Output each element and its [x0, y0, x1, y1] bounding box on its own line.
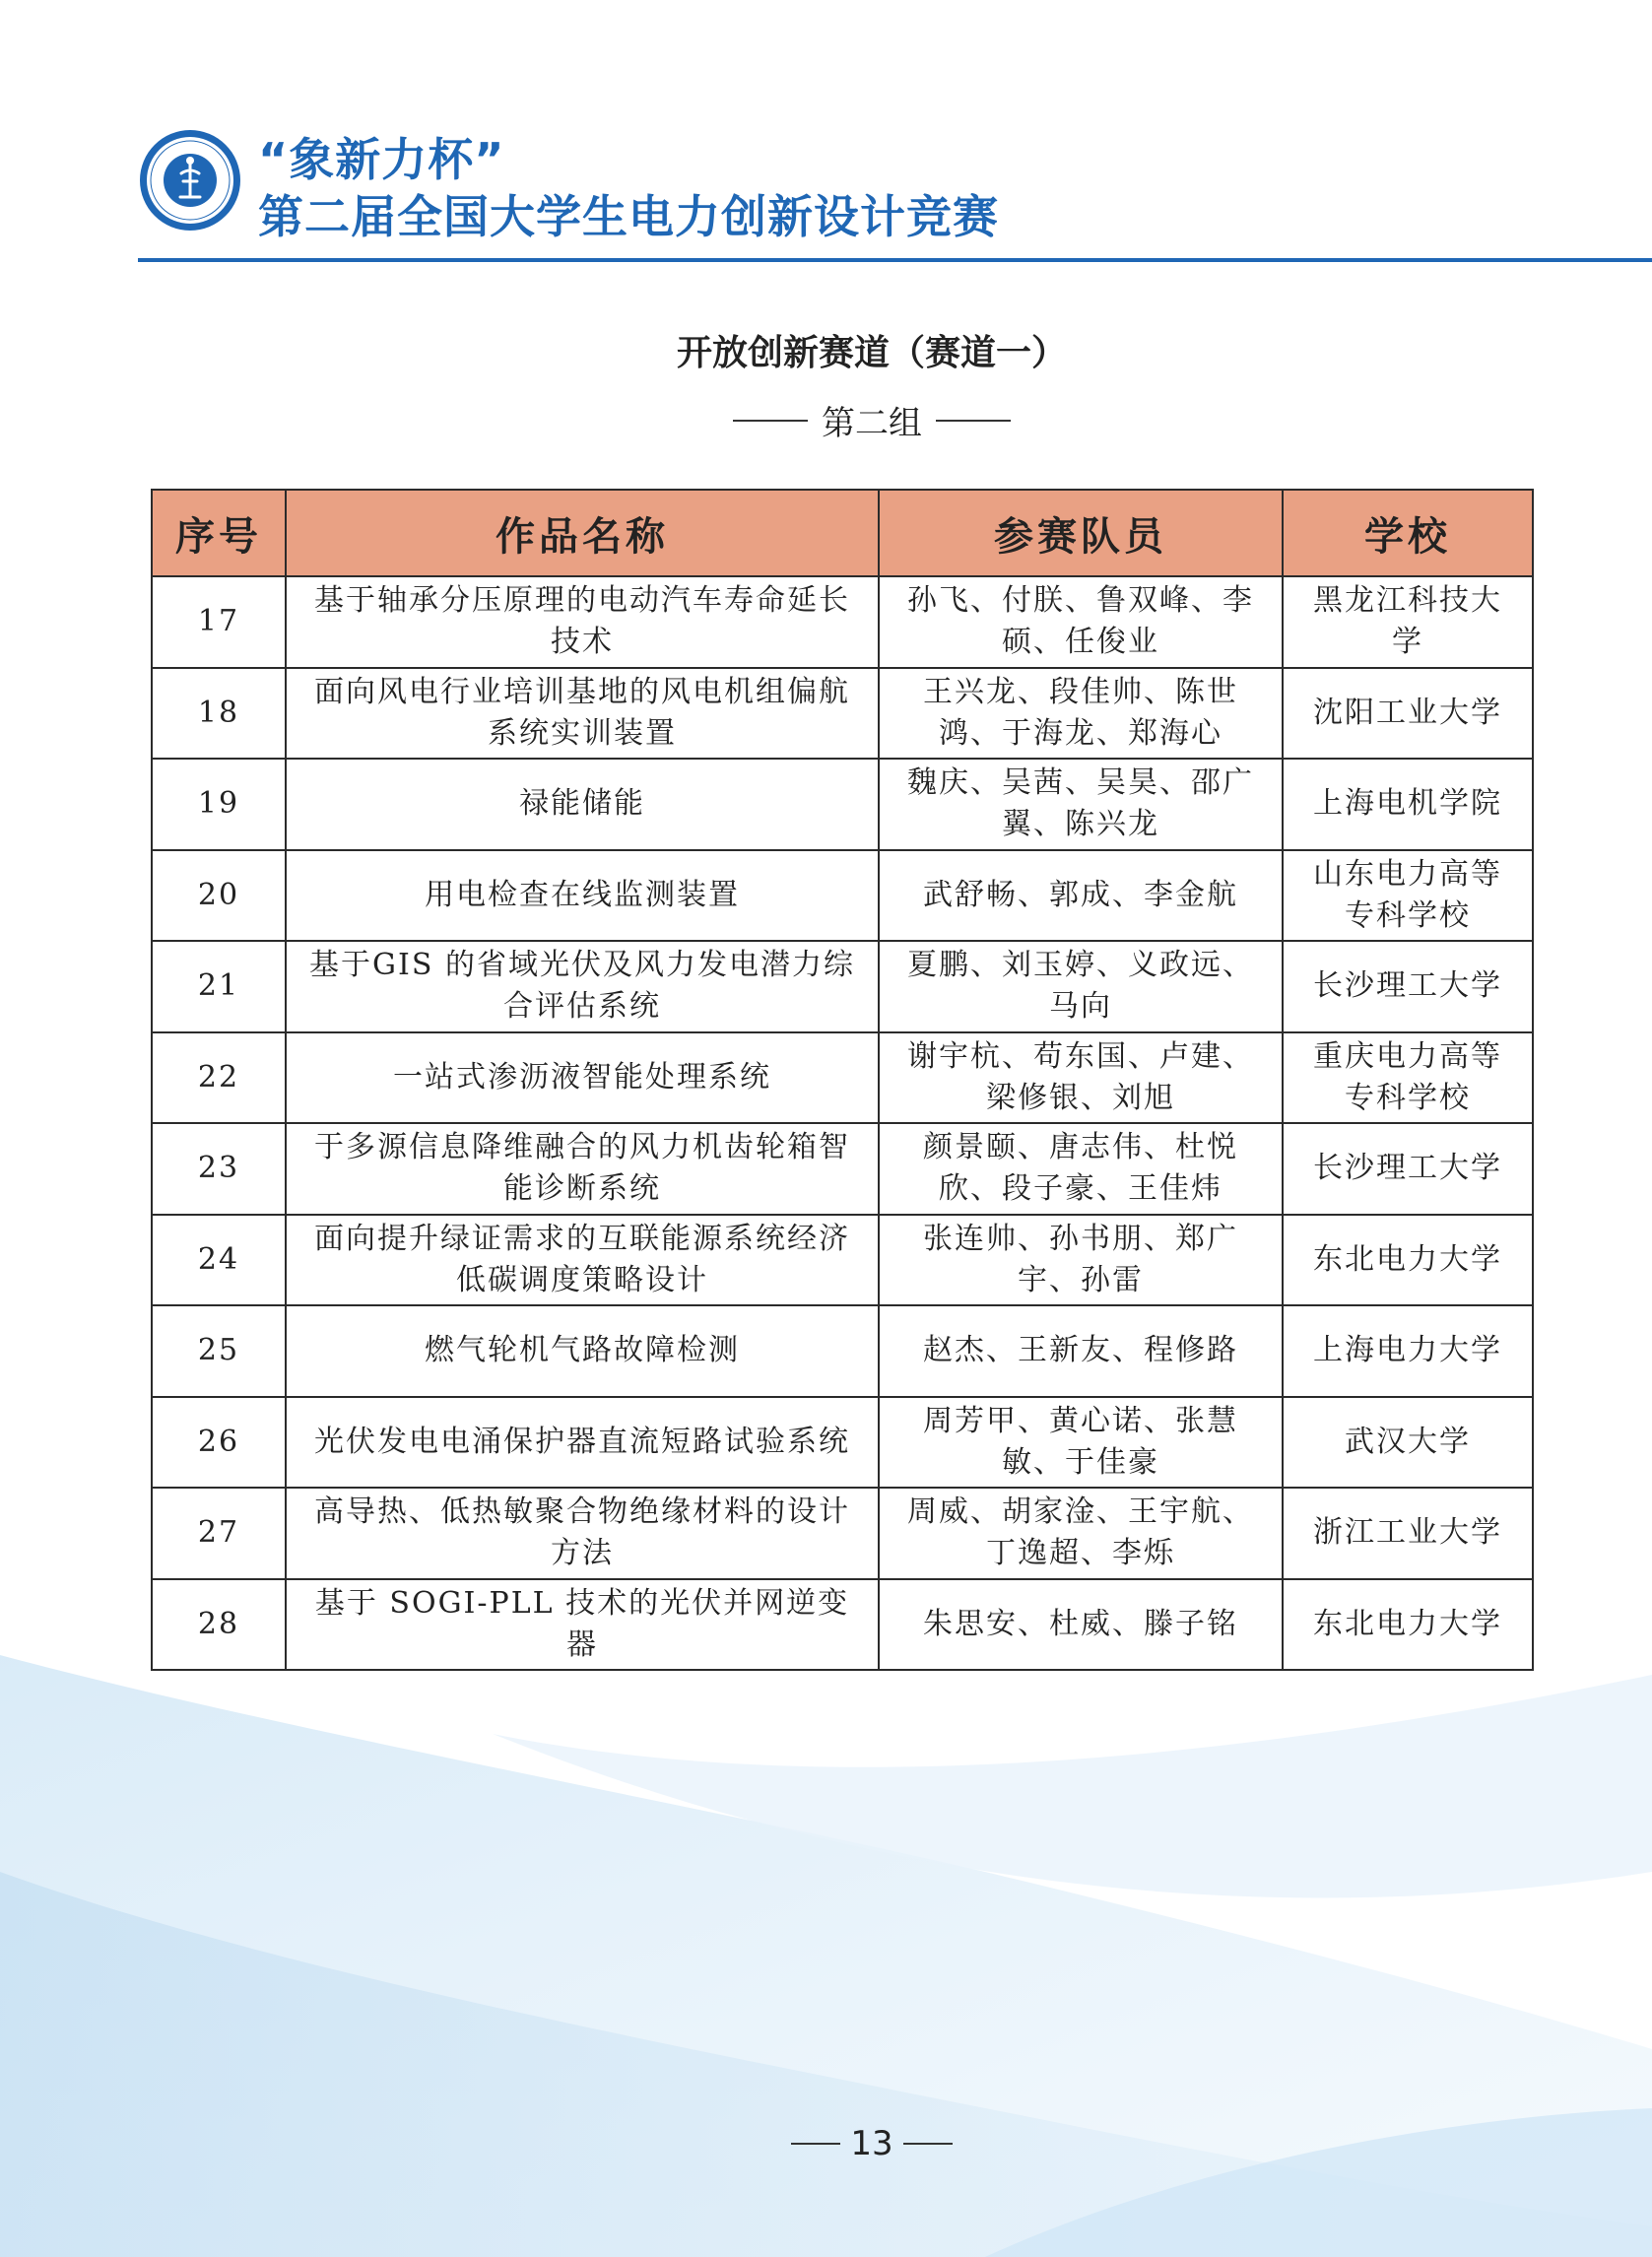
table-row	[152, 850, 1533, 942]
cell-number: 21	[152, 941, 286, 1032]
table-row	[152, 668, 1533, 760]
cell-work-name: 光伏发电电涌保护器直流短路试验系统	[286, 1397, 879, 1489]
cell-number: 28	[152, 1579, 286, 1671]
cell-number: 25	[152, 1305, 286, 1397]
cell-work-name: 用电检查在线监测装置	[286, 850, 879, 942]
cell-school: 上海电机学院	[1283, 759, 1533, 850]
table-row	[152, 759, 1533, 850]
cell-work-name: 面向提升绿证需求的互联能源系统经济低碳调度策略设计	[286, 1215, 879, 1306]
cell-number: 18	[152, 668, 286, 760]
cell-school: 重庆电力高等专科学校	[1283, 1032, 1533, 1124]
cell-team-members: 颜景颐、唐志伟、杜悦欣、段子豪、王佳炜	[879, 1123, 1283, 1215]
cell-school: 浙江工业大学	[1283, 1488, 1533, 1579]
cell-team-members: 朱思安、杜威、滕子铭	[879, 1579, 1283, 1671]
cell-number: 23	[152, 1123, 286, 1215]
header-work-name: 作品名称	[286, 490, 879, 576]
cell-school: 上海电力大学	[1283, 1305, 1533, 1397]
cell-number: 22	[152, 1032, 286, 1124]
cell-team-members: 武舒畅、郭成、李金航	[879, 850, 1283, 942]
table-row	[152, 576, 1533, 668]
cell-work-name: 基于 SOGI-PLL 技术的光伏并网逆变器	[286, 1579, 879, 1671]
cell-team-members: 周威、胡家淦、王宇航、丁逸超、李烁	[879, 1488, 1283, 1579]
cell-work-name: 面向风电行业培训基地的风电机组偏航系统实训装置	[286, 668, 879, 760]
cell-work-name: 燃气轮机气路故障检测	[286, 1305, 879, 1397]
cell-school: 武汉大学	[1283, 1397, 1533, 1489]
dash-left	[791, 2143, 840, 2145]
cell-number: 17	[152, 576, 286, 668]
group-label: 第二组	[822, 404, 922, 443]
table-row	[152, 1123, 1533, 1215]
page-header	[0, 0, 1652, 266]
table-header-row	[152, 490, 1533, 576]
cell-work-name: 禄能储能	[286, 759, 879, 850]
table-row	[152, 1032, 1533, 1124]
table-row	[152, 941, 1533, 1032]
header-divider	[138, 258, 1652, 262]
cell-work-name: 于多源信息降维融合的风力机齿轮箱智能诊断系统	[286, 1123, 879, 1215]
cell-work-name: 基于轴承分压原理的电动汽车寿命延长技术	[286, 576, 879, 668]
competition-title-line2: 第二届全国大学生电力创新设计竞赛	[258, 190, 999, 243]
cell-school: 山东电力高等专科学校	[1283, 850, 1533, 942]
cell-number: 26	[152, 1397, 286, 1489]
cell-school: 长沙理工大学	[1283, 1123, 1533, 1215]
table-row	[152, 1488, 1533, 1579]
cell-team-members: 孙飞、付朕、鲁双峰、李硕、任俊业	[879, 576, 1283, 668]
cell-school: 黑龙江科技大学	[1283, 576, 1533, 668]
table-row	[152, 1397, 1533, 1489]
cell-team-members: 谢宇杭、苟东国、卢建、梁修银、刘旭	[879, 1032, 1283, 1124]
group-subtitle	[0, 396, 1652, 444]
track-title: 开放创新赛道（赛道一）	[676, 333, 1067, 373]
cell-team-members: 张连帅、孙书朋、郑广宇、孙雷	[879, 1215, 1283, 1306]
cell-number: 20	[152, 850, 286, 942]
cell-work-name: 基于GIS 的省域光伏及风力发电潜力综合评估系统	[286, 941, 879, 1032]
cell-work-name: 一站式渗沥液智能处理系统	[286, 1032, 879, 1124]
header-number: 序号	[152, 490, 286, 576]
table-row	[152, 1579, 1533, 1671]
competition-logo	[138, 128, 242, 232]
header-school: 学校	[1283, 490, 1533, 576]
cell-school: 长沙理工大学	[1283, 941, 1533, 1032]
page-number-value: 13	[850, 2124, 893, 2163]
cell-team-members: 周芳甲、黄心诺、张慧敏、于佳豪	[879, 1397, 1283, 1489]
cell-team-members: 魏庆、吴茜、吴昊、邵广翼、陈兴龙	[879, 759, 1283, 850]
cell-team-members: 王兴龙、段佳帅、陈世鸿、于海龙、郑海心	[879, 668, 1283, 760]
dash-right	[936, 420, 1011, 422]
page-number	[0, 2124, 1652, 2163]
header-team-members: 参赛队员	[879, 490, 1283, 576]
cell-school: 沈阳工业大学	[1283, 668, 1533, 760]
cell-work-name: 高导热、低热敏聚合物绝缘材料的设计方法	[286, 1488, 879, 1579]
cell-school: 东北电力大学	[1283, 1215, 1533, 1306]
competition-title-line1: “象新力杯”	[258, 133, 505, 186]
entries-table	[151, 489, 1534, 1671]
dash-right	[903, 2143, 953, 2145]
table-row	[152, 1215, 1533, 1306]
dash-left	[733, 420, 808, 422]
cell-number: 27	[152, 1488, 286, 1579]
cell-number: 24	[152, 1215, 286, 1306]
cell-number: 19	[152, 759, 286, 850]
cell-team-members: 夏鹏、刘玉婷、义政远、马向	[879, 941, 1283, 1032]
cell-team-members: 赵杰、王新友、程修路	[879, 1305, 1283, 1397]
table-row	[152, 1305, 1533, 1397]
cell-school: 东北电力大学	[1283, 1579, 1533, 1671]
